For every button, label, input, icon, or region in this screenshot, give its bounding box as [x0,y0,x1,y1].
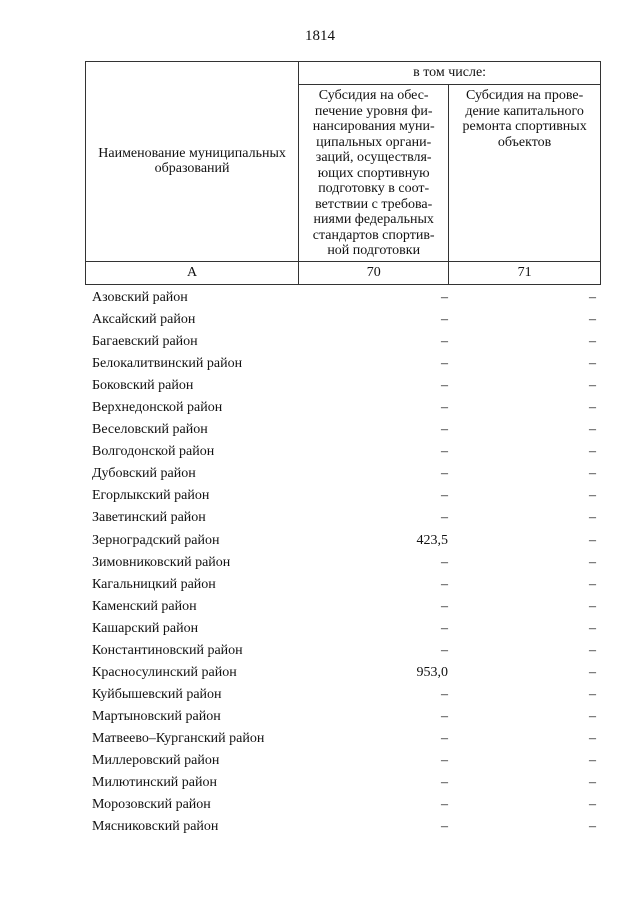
header-col-70: Субсидия на обес- печение уровня фи- нансирования муни- ципальных органи- заций, осуществля- ющих спортивную подготовку в соот- ветствии с требова- ниями федеральных стандартов спортив- ной подготовки [299,85,449,262]
table-row: Милютинский район – – [92,775,596,791]
index-71: 71 [449,261,601,284]
table-row: Константиновский район – – [92,642,596,658]
table-row: Красносулинский район 953,0 – [92,664,596,680]
header-including: в том числе: [299,62,601,85]
table-row: Куйбышевский район – – [92,686,596,702]
table-row: Морозовский район – – [92,797,596,813]
table-row: Матвеево–Курганский район – – [92,730,596,746]
index-a: А [86,261,299,284]
table-header [85,61,601,285]
table-row: Дубовский район – – [92,466,596,482]
table-row: Боковский район – – [92,378,596,394]
table-row: Веселовский район – – [92,422,596,438]
table-row: Аксайский район – – [92,312,596,328]
page-number: 1814 [305,28,335,44]
index-70: 70 [299,261,449,284]
table-row: Миллеровский район – – [92,752,596,768]
table-row: Егорлыкский район – – [92,488,596,504]
table-row: Зерноградский район 423,5 – [92,532,596,548]
table-row: Кагальницкий район – – [92,576,596,592]
table-row: Азовский район – – [92,290,596,305]
table-row: Белокалитвинский район – – [92,356,596,372]
header-col-71: Субсидия на прове- дение капитального ремонта спортивных объектов [449,85,601,262]
table-row: Каменский район – – [92,598,596,614]
table-row: Мартыновский район – – [92,708,596,724]
table-row: Волгодонской район – – [92,444,596,460]
header-name-column: Наименование муниципальных образований [86,62,299,262]
table-row: Верхнедонской район – – [92,400,596,416]
table-row: Кашарский район – – [92,620,596,636]
table-row: Зимовниковский район – – [92,554,596,570]
table-row: Багаевский район – – [92,334,596,350]
table-body [85,287,601,838]
table-row: Мясниковский район – – [92,819,596,835]
table-row: Заветинский район – – [92,510,596,526]
